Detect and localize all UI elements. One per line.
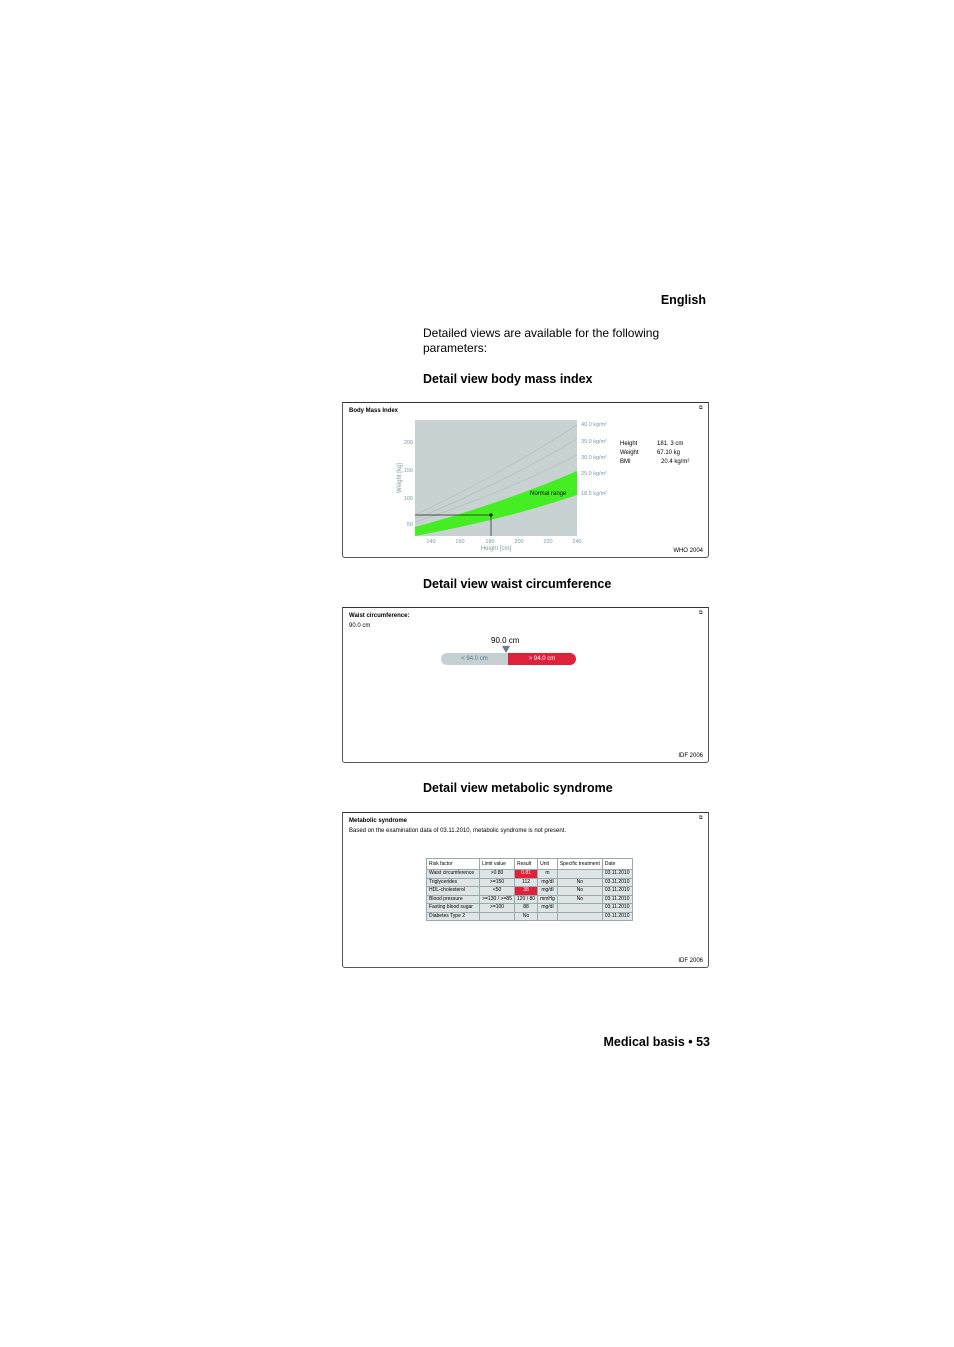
waist-panel-title: Waist circumference: [349,613,410,619]
bmi-line-label: 18.5 kg/m² [581,491,607,497]
table-row: Blood pressure >=130 / >=85 120 / 80 mmHg No 03.11.2010 [427,895,633,904]
waist-normal-segment: < 94.0 cm [441,653,508,665]
bmi-panel-title: Body Mass Index [349,408,399,414]
table-row: Triglycerides >=150 112 mg/dl No 03.11.2010 [427,878,633,887]
y-tick: 150 [403,468,413,474]
x-tick: 200 [514,539,524,545]
waist-panel [342,607,709,763]
column-header: Specific treatment [557,859,602,870]
y-tick: 100 [403,496,413,502]
metabolic-heading: Detail view metabolic syndrome [423,781,613,795]
metabolic-source: IDF 2006 [678,958,703,964]
y-tick: 50 [406,522,413,528]
bmi-chart [343,403,623,553]
waist-risk-segment: > 94.0 cm [508,653,576,665]
risk-factor-table [426,858,633,921]
column-header: Date [602,859,632,870]
intro-text: Detailed views are available for the following parameters: [423,326,660,355]
x-tick: 180 [485,539,495,545]
export-icon[interactable]: ⧉ [699,815,703,821]
x-tick: 140 [426,539,436,545]
x-axis-label: Height [cm] [480,546,512,552]
metabolic-panel-subtitle: Based on the examination data of 03.11.2010, metabolic syndrome is not present. [349,828,567,834]
bmi-line-label: 35.0 kg/m² [581,439,607,445]
x-tick: 220 [543,539,553,545]
bmi-heading: Detail view body mass index [423,372,593,386]
metabolic-panel [342,812,709,968]
bmi-panel [342,402,709,558]
language-label: English [660,293,706,307]
y-tick: 200 [403,440,413,446]
waist-marker-value: 90.0 cm [491,636,520,645]
waist-source: IDF 2006 [678,753,703,759]
normal-range-label: Normal range [530,491,567,497]
table-row: HDL-cholesterol <50 38 mg/dl No 03.11.2010 [427,887,633,896]
column-header: Unit [538,859,558,870]
export-icon[interactable]: ⧉ [699,405,703,411]
table-row: Diabetes Type 2 No 03.11.2010 [427,912,633,921]
waist-range-bar [441,653,576,665]
column-header: Result [515,859,538,870]
waist-panel-subtitle: 90.0 cm [349,623,371,629]
export-icon[interactable]: ⧉ [699,610,703,616]
bmi-values: Height 181. 3 cm Weight 67.10 kg BMI 20.4 kg/m² [620,441,690,465]
column-header: Limit value [480,859,515,870]
x-tick: 160 [455,539,465,545]
y-axis-label: Weight [kg] [397,463,403,493]
bmi-line-label: 30.0 kg/m² [581,455,607,461]
table-row: Fasting blood sugar >=100 88 mg/dl 03.11.2010 [427,904,633,913]
current-point [489,513,492,516]
metabolic-panel-title: Metabolic syndrome [349,818,408,824]
column-header: Risk factor [427,859,480,870]
bmi-line-label: 25.0 kg/m² [581,471,607,477]
page-footer: Medical basis • 53 [603,1035,710,1049]
bmi-line-label: 40.0 kg/m² [581,422,607,428]
bmi-source: WHO 2004 [673,548,703,554]
table-row: Waist circumference >0.80 0.81 m 03.11.2010 [427,870,633,879]
x-tick: 240 [572,539,582,545]
waist-heading: Detail view waist circumference [423,577,612,591]
waist-marker-arrow [502,646,510,653]
